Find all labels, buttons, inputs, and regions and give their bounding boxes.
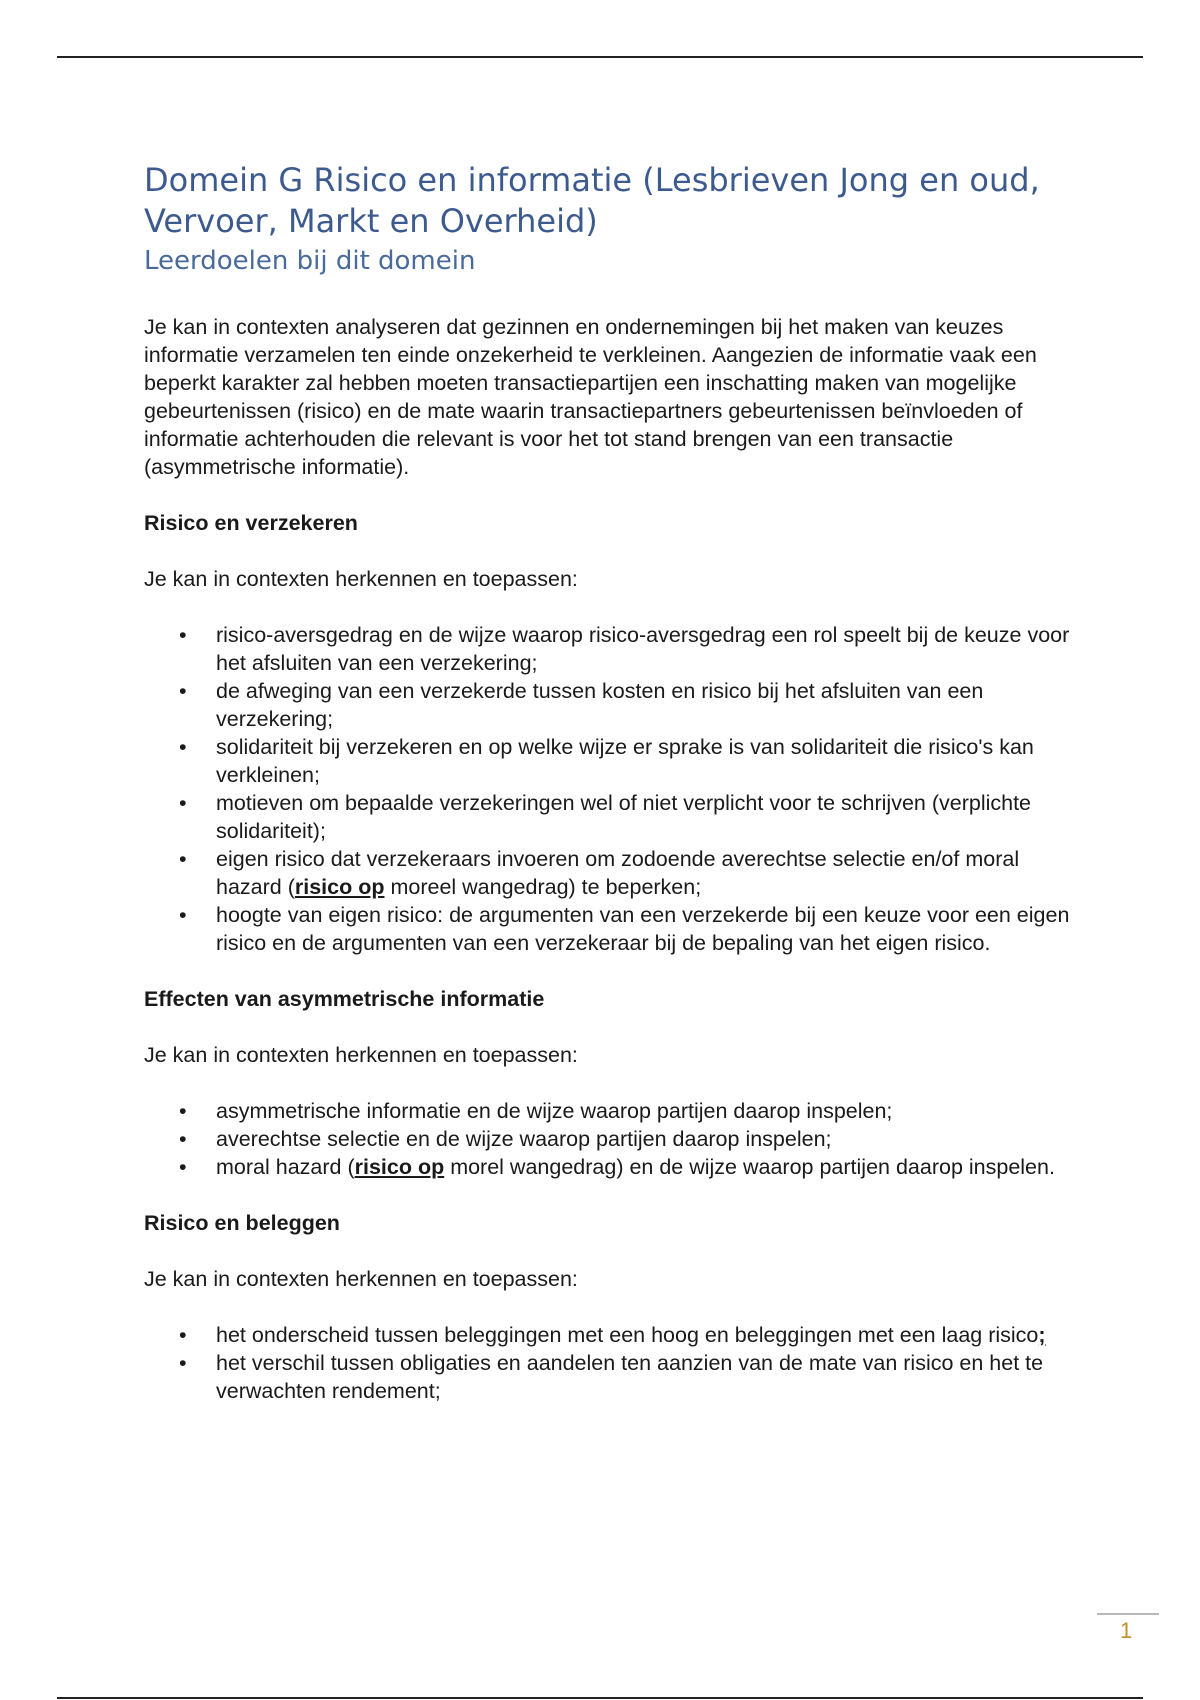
document-subtitle: Leerdoelen bij dit domein [144,246,476,276]
list-item-text: morel wangedrag) en de wijze waarop partijen daarop inspelen. [444,1155,1055,1179]
section-heading-risico-en-verzekeren: Risico en verzekeren [144,511,358,535]
section-lead: Je kan in contexten herkennen en toepassen: [144,1043,578,1067]
list-item [144,1153,1074,1181]
list-item: • de afweging van een verzekerde tussen kosten en risico bij het afsluiten van een verzekering; [144,677,1074,733]
footer-rule [1097,1613,1159,1615]
list-item-text: het onderscheid tussen beleggingen met een hoog en beleggingen met een laag risico [216,1323,1039,1347]
emphasized-text: ; [1038,1323,1046,1347]
list-item: • solidariteit bij verzekeren en op welke wijze er sprake is van solidariteit die risico's kan verkleinen; [144,733,1074,789]
list-item-text: moral hazard ( [216,1155,355,1179]
section-lead: Je kan in contexten herkennen en toepassen: [144,567,578,591]
list-item: • averechtse selectie en de wijze waarop partijen daarop inspelen; [144,1125,1074,1153]
document-body [144,160,1074,1405]
header-rule [57,56,1143,58]
list-item: • het verschil tussen obligaties en aandelen ten aanzien van de mate van risico en het te verwachten rendement; [144,1349,1074,1405]
bullet-list [144,1097,1074,1181]
list-item: • asymmetrische informatie en de wijze waarop partijen daarop inspelen; [144,1097,1074,1125]
section-heading-asymmetrische-informatie: Effecten van asymmetrische informatie [144,987,545,1011]
list-item: • hoogte van eigen risico: de argumenten van een verzekerde bij een keuze voor een eigen risico en de argumenten van een verzekeraar bij de bepaling van het eigen risico. [144,901,1074,957]
list-item: • risico-aversgedrag en de wijze waarop risico-aversgedrag een rol speelt bij de keuze voor het afsluiten van een verzekering; [144,621,1074,677]
list-item-text: moreel wangedrag) te beperken; [384,875,702,899]
document-title: Domein G Risico en informatie (Lesbrieven Jong en oud, Vervoer, Markt en Overheid) [144,161,1040,240]
bullet-list [144,621,1074,957]
page-number: 1 [1120,1618,1133,1643]
list-item [144,845,1074,901]
emphasized-text: risico op [354,1155,445,1179]
section-lead: Je kan in contexten herkennen en toepassen: [144,1267,578,1291]
bullet-list [144,1321,1074,1405]
intro-paragraph: Je kan in contexten analyseren dat gezinnen en ondernemingen bij het maken van keuzes informatie verzamelen ten einde onzekerheid te verkleinen. Aangezien de informatie vaak een beperkt karakter zal hebben moeten transactiepartijen een inschatting maken van mogelijke gebeurtenissen (risico) en de mate waarin transactiepartners gebeurtenissen beïnvloeden of informatie achterhouden die relevant is voor het tot stand brengen van een transactie (asymmetrische informatie). [144,315,1037,479]
list-item: • motieven om bepaalde verzekeringen wel of niet verplicht voor te schrijven (verplichte solidariteit); [144,789,1074,845]
bottom-rule [57,1697,1143,1699]
list-item-text: eigen risico dat verzekeraars invoeren om zodoende averechtse selectie en/of moral hazard ( [216,847,1020,899]
list-item [144,1321,1074,1349]
section-heading-risico-en-beleggen: Risico en beleggen [144,1211,340,1235]
emphasized-text: risico op [294,875,385,899]
